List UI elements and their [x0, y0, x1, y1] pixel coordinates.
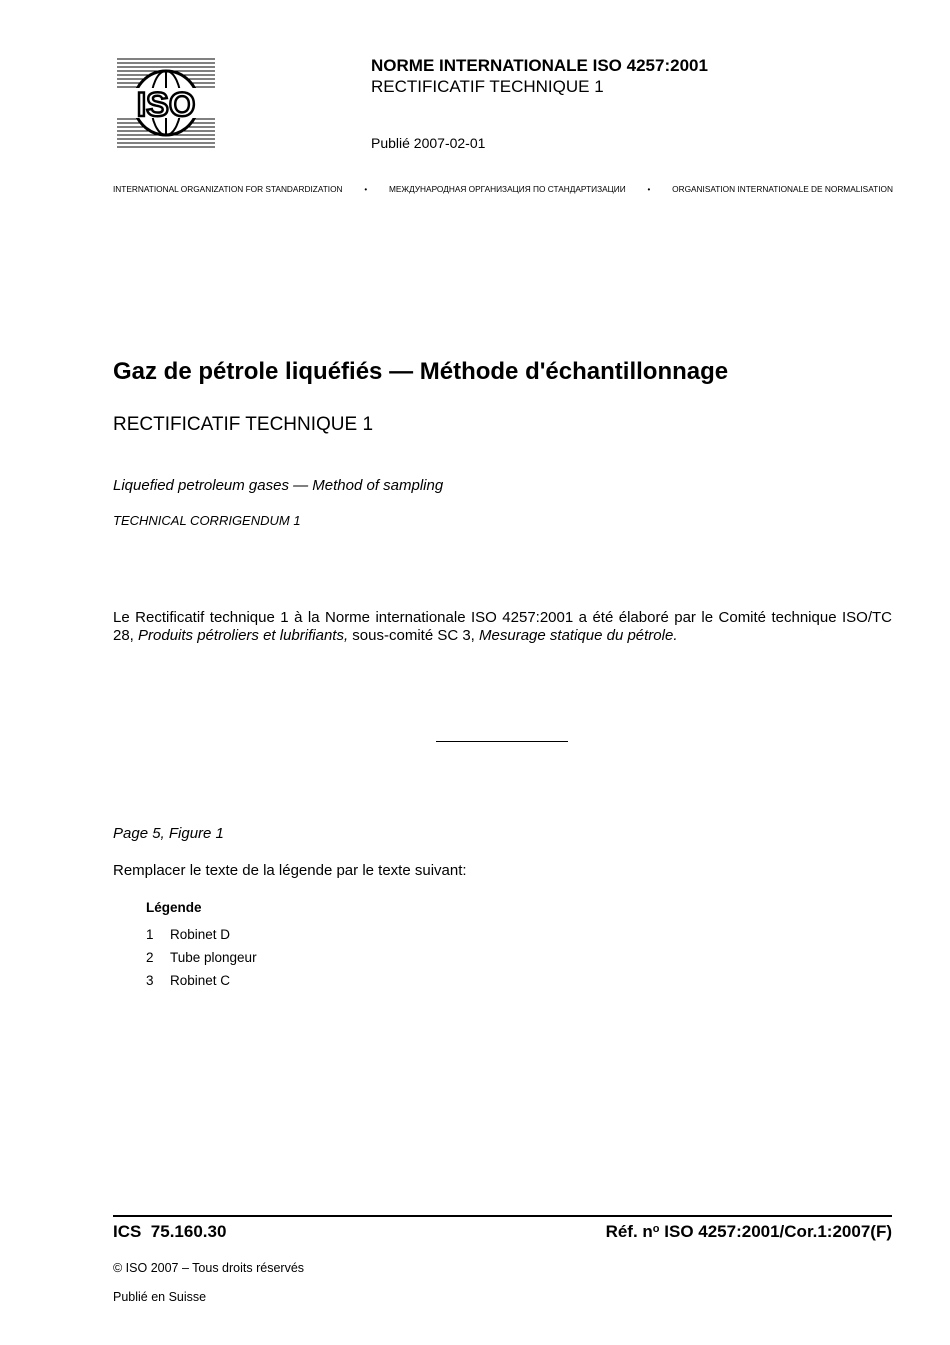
legend-list [146, 927, 257, 996]
org-name-russian: МЕЖДУНАРОДНАЯ ОРГАНИЗАЦИЯ ПО СТАНДАРТИЗАЦИИ [388, 184, 626, 194]
ics-code: ICS 75.160.30 [113, 1222, 227, 1241]
printed-in: Publié en Suisse [113, 1290, 207, 1304]
document-title: Gaz de pétrole liquéfiés — Méthode d'échantillonnage [113, 358, 729, 385]
standard-title: NORME INTERNATIONALE ISO 4257:2001 [371, 56, 708, 75]
org-name-french: ORGANISATION INTERNATIONALE DE NORMALISATION [672, 184, 893, 194]
bullet-separator: • [364, 184, 368, 194]
legend-item: 1 Robinet D [146, 927, 231, 942]
corrigendum-label: RECTIFICATIF TECHNIQUE 1 [371, 77, 604, 96]
intro-paragraph: Le Rectificatif technique 1 à la Norme internationale ISO 4257:2001 a été élaboré par le Comité technique ISO/TC 28, Produits pétroliers et lubrifiants, sous-comité SC 3, Mesurage statique du pétrole. [113, 609, 892, 644]
bullet-separator: • [647, 184, 651, 194]
subcommittee-name: Mesurage statique du pétrole. [479, 627, 678, 644]
organization-line [113, 184, 893, 194]
english-title: Liquefied petroleum gases — Method of sampling [113, 477, 444, 494]
legend-title: Légende [146, 900, 202, 915]
section-separator [436, 741, 568, 742]
committee-name: Produits pétroliers et lubrifiants, [138, 627, 349, 644]
legend-item: 2 Tube plongeur [146, 950, 257, 965]
iso-logo [117, 57, 215, 151]
published-date: Publié 2007-02-01 [371, 135, 486, 151]
document-reference: Réf. $n^o$ ISO 4257:2001/Cor.1:2007(F) [605, 1222, 892, 1241]
english-subtitle: TECHNICAL CORRIGENDUM 1 [113, 513, 301, 528]
replacement-instruction: Remplacer le texte de la légende par le texte suivant: [113, 862, 467, 879]
copyright-notice: © ISO 2007 – Tous droits réservés [113, 1261, 305, 1275]
document-subtitle: RECTIFICATIF TECHNIQUE 1 [113, 414, 374, 435]
iso-logo-text: ISO [136, 86, 196, 124]
page-reference: Page 5, Figure 1 [113, 825, 224, 842]
footer-rule [113, 1215, 892, 1217]
org-name-english: INTERNATIONAL ORGANIZATION FOR STANDARDIZATION [113, 184, 343, 194]
legend-item: 3 Robinet C [146, 973, 231, 988]
